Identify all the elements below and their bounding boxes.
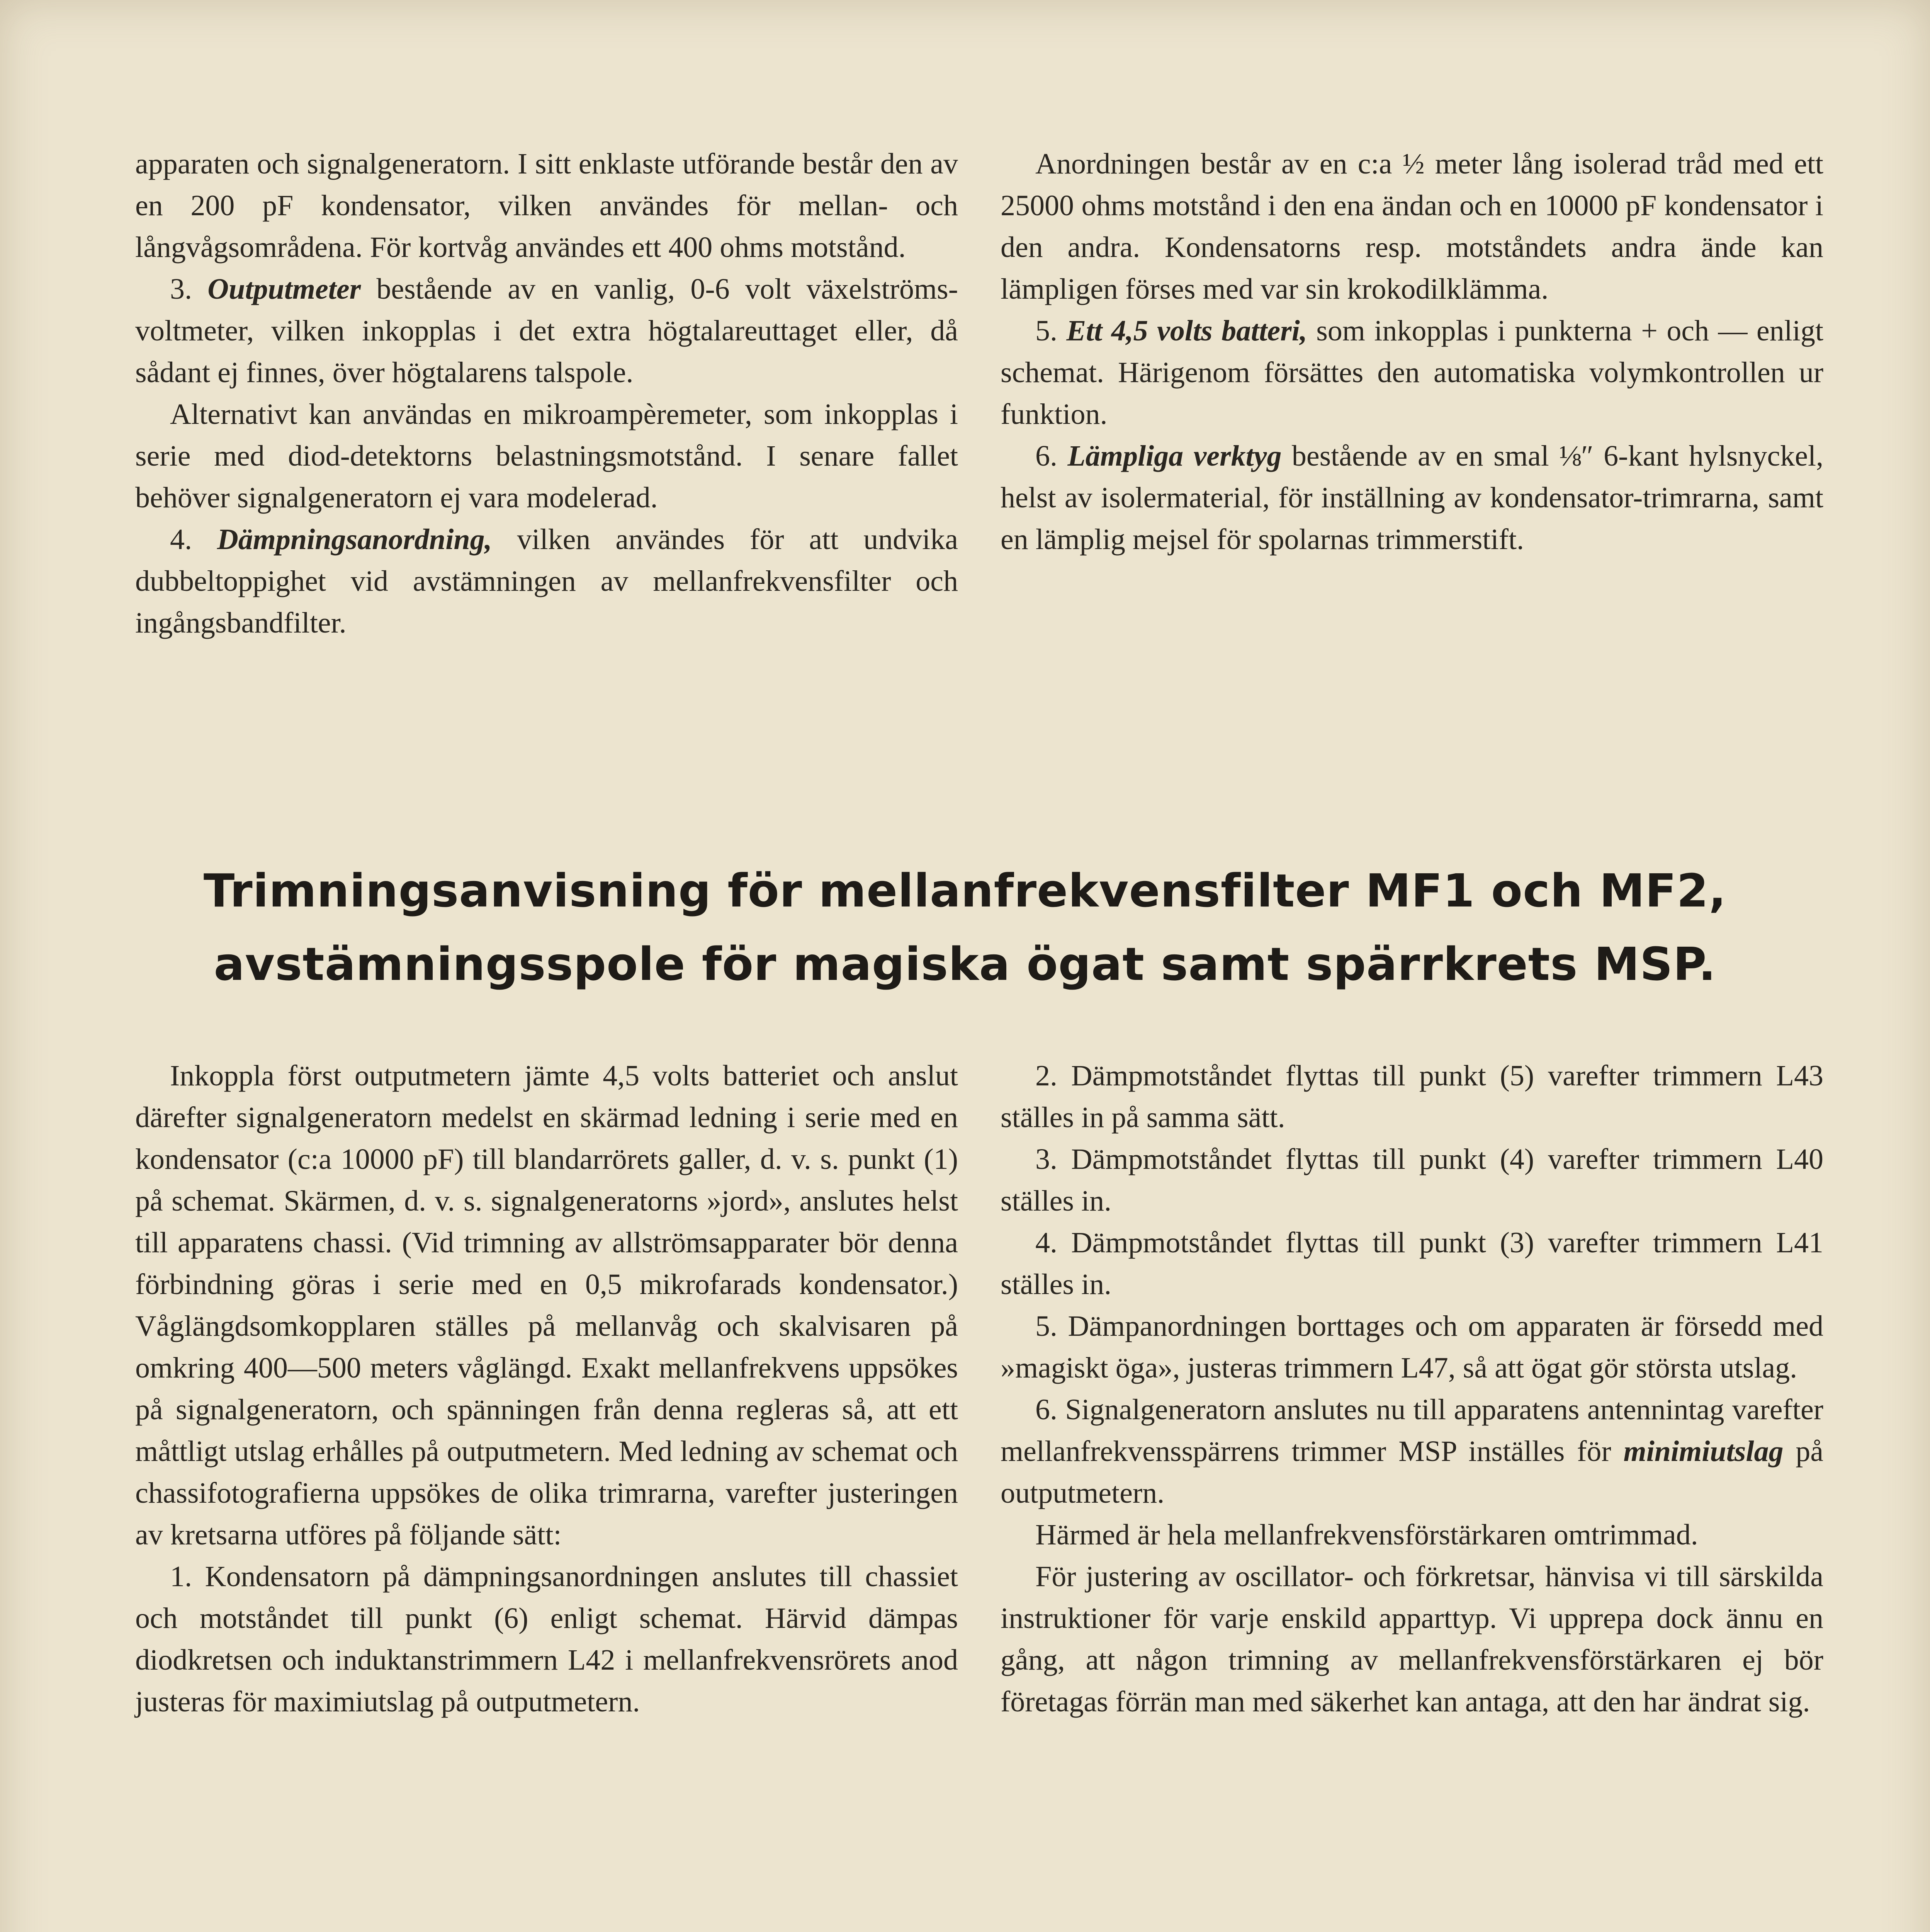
paragraph: 2. Dämpmotståndet flyttas till punkt (5) varefter trimmern L43 ställes in på samma sätt. xyxy=(1001,1060,1823,1134)
paragraph: Härmed är hela mellanfrekvensförstärkaren omtrimmad. xyxy=(1035,1519,1698,1551)
paragraph: Anordningen består av en c:a ½ meter lång isolerad tråd med ett 25000 ohms motstånd i den ena ändan och en 10000 pF kondensator i den andra. Kondensatorns resp. motståndets andra ände kan lämpligen förses med var sin krokodilklämma. xyxy=(1001,148,1823,305)
top-right-column xyxy=(1001,143,1823,560)
paragraph xyxy=(135,519,958,644)
paragraph: 1. Kondensatorn på dämpningsanordningen anslutes till chassiet och motståndet till punkt (6) enligt schemat. Härvid dämpas diodkretsen och induktanstrimmern L42 i mellanfrekvensrörets anod justeras för maximiutslag på outputmetern. xyxy=(135,1560,958,1718)
paragraph xyxy=(1001,1389,1823,1514)
heading-line-1: Trimningsanvisning för mellanfrekvensfilter MF1 och MF2, xyxy=(203,864,1727,917)
item-text: bestående av en vanlig, 0-6 volt växelströms-voltmeter, vilken inkopplas i det extra högtalareuttaget eller, då sådant ej finnes, över högtalarens talspole. xyxy=(135,273,958,389)
item-term: Lämpliga verktyg xyxy=(1067,440,1282,472)
heading-line-2: avstämningsspole för magiska ögat samt spärrkrets MSP. xyxy=(214,937,1716,991)
paragraph: 4. Dämpmotståndet flyttas till punkt (3) varefter trimmern L41 ställes in. xyxy=(1001,1226,1823,1301)
item-text: vilken användes för att undvika dubbeltoppighet vid avstämningen av mellanfrekvensfilter och ingångsbandfilter. xyxy=(135,523,958,639)
item-number: 4. xyxy=(170,523,192,556)
item-text: som inkopplas i punkterna + och — enligt schemat. Härigenom försättes den automatiska volymkontrollen ur funktion. xyxy=(1001,315,1824,430)
paragraph: apparaten och signalgeneratorn. I sitt enklaste utförande består den av en 200 pF kondensator, vilken användes för mellan- och långvågsområdena. För kortvåg användes ett 400 ohms motstånd. xyxy=(135,148,958,264)
paragraph: För justering av oscillator- och förkretsar, hänvisa vi till särskilda instruktioner för varje enskild apparttyp. Vi upprepa dock ännu en gång, att någon trimning av mellanfrekvensförstärkaren ej bör företagas förrän man med säkerhet kan antaga, att den har ändrat sig. xyxy=(1001,1560,1823,1718)
paragraph: Inkoppla först outputmetern jämte 4,5 volts batteriet och anslut därefter signalgeneratorn medelst en skärmad ledning i serie med en kondensator (c:a 10000 pF) till blandarrörets galler, d. v. s. punkt (1) på schemat. Skärmen, d. v. s. signalgeneratorns »jord», anslutes helst till apparatens chassi. (Vid trimning av allströmsapparater bör denna förbindning göras i serie med en 0,5 mikrofarads kondensator.) Våglängdsomkopplaren ställes på mellanvåg och skalvisaren på omkring 400—500 meters våglängd. Exakt mellanfrekvens uppsökes på signalgeneratorn, och spänningen från denna regleras så, att ett måttligt utslag erhålles på outputmetern. Med ledning av schemat och chassifotografierna uppsökes de olika trimrarna, varefter justeringen av kretsarna utföres på följande sätt: xyxy=(135,1060,958,1551)
item-number: 3. xyxy=(170,273,192,305)
item-number: 6. xyxy=(1035,440,1057,472)
top-left-column xyxy=(135,143,958,644)
bottom-left-column xyxy=(135,1055,958,1723)
item-term: Outputmeter xyxy=(207,273,361,305)
paragraph xyxy=(1001,310,1823,435)
item-term: Ett 4,5 volts batteri, xyxy=(1066,315,1307,347)
paragraph: 5. Dämpanordningen borttages och om apparaten är försedd med »magiskt öga», justeras trimmern L47, så att ögat gör största utslag. xyxy=(1001,1310,1823,1384)
section-heading xyxy=(0,854,1930,1001)
item-text: på outputmetern. xyxy=(1001,1435,1824,1509)
bottom-right-column xyxy=(1001,1055,1823,1723)
item-number: 5. xyxy=(1035,315,1057,347)
paragraph xyxy=(135,268,958,393)
paragraph: 3. Dämpmotståndet flyttas till punkt (4) varefter trimmern L40 ställes in. xyxy=(1001,1143,1823,1217)
paragraph xyxy=(1001,435,1823,560)
item-term: Dämpningsanordning, xyxy=(217,523,492,556)
item-term: minimiutslag xyxy=(1623,1435,1784,1468)
item-text: bestående av en smal ⅛″ 6-kant hylsnyckel, helst av isolermaterial, för inställning av kondensator-trimrarna, samt en lämplig mejsel för spolarnas trimmerstift. xyxy=(1001,440,1823,556)
paragraph: Alternativt kan användas en mikroampèremeter, som inkopplas i serie med diod-detektorns belastningsmotstånd. I senare fallet behöver signalgeneratorn ej vara modelerad. xyxy=(135,398,958,514)
item-text: 6. Signalgeneratorn anslutes nu till apparatens antennintag varefter mellanfrekvensspärrens trimmer MSP inställes för xyxy=(1001,1393,1823,1468)
